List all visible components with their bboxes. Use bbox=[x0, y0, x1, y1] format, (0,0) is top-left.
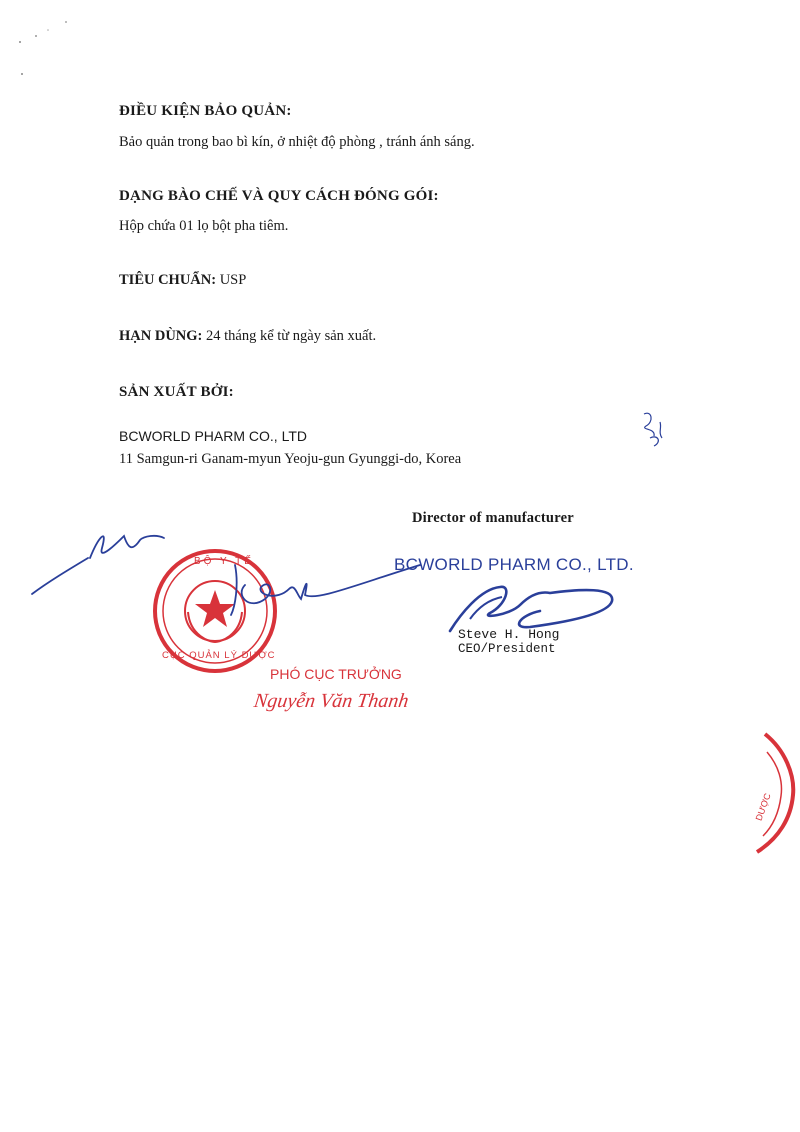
initials-mark bbox=[632, 408, 672, 452]
expiry-line bbox=[119, 328, 376, 345]
storage-heading: ĐIỀU KIỆN BẢO QUẢN: bbox=[119, 103, 292, 119]
storage-text: Bảo quản trong bao bì kín, ở nhiệt độ phòng , tránh ánh sáng. bbox=[119, 134, 475, 150]
manufacturer-address: 11 Samgun-ri Ganam-myun Yeoju-gun Gyunggi-do, Korea bbox=[119, 451, 462, 467]
partial-seal-text: DƯỢC bbox=[753, 791, 773, 823]
standard-value: USP bbox=[219, 272, 247, 288]
director-company-stamp: BCWORLD PHARM CO., LTD. bbox=[394, 555, 634, 574]
seal-top-text: BỘ Y TẾ bbox=[194, 556, 254, 567]
manufacturer-name: BCWORLD PHARM CO., LTD bbox=[119, 428, 307, 444]
manufacturer-heading: SẢN XUẤT BỞI: bbox=[119, 384, 234, 400]
director-name: Steve H. Hong bbox=[458, 627, 560, 642]
expiry-value: 24 tháng kể từ ngày sản xuất. bbox=[206, 328, 377, 344]
partial-seal bbox=[735, 730, 800, 855]
seal-bottom-text: CỤC QUẢN LÝ DƯỢC bbox=[162, 650, 276, 661]
official-title: PHÓ CỤC TRƯỞNG bbox=[270, 666, 402, 682]
dosage-text: Hộp chứa 01 lọ bột pha tiêm. bbox=[119, 218, 289, 234]
official-name: Nguyễn Văn Thanh bbox=[252, 690, 411, 712]
scan-specks bbox=[0, 0, 90, 90]
official-signature bbox=[205, 555, 425, 635]
standard-line bbox=[119, 272, 246, 289]
expiry-label: HẠN DÙNG: bbox=[119, 328, 203, 344]
director-title: Director of manufacturer bbox=[412, 510, 574, 526]
dosage-heading: DẠNG BÀO CHẾ VÀ QUY CÁCH ĐÓNG GÓI: bbox=[119, 188, 439, 204]
standard-label: TIÊU CHUẨN: bbox=[119, 272, 217, 288]
initial-signature bbox=[28, 518, 168, 598]
director-position: CEO/President bbox=[458, 642, 556, 656]
